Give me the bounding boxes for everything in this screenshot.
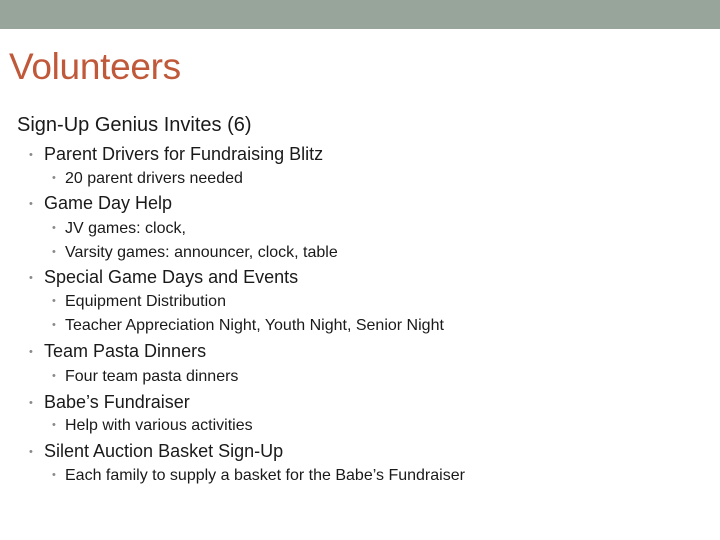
bullet-item-label: Silent Auction Basket Sign-Up <box>44 441 284 461</box>
sub-bullet-label: 20 parent drivers needed <box>65 170 243 187</box>
sub-bullet-label: JV games: clock, <box>65 220 186 237</box>
bullet-icon: • <box>52 172 56 184</box>
bullet-icon: • <box>29 397 33 409</box>
bullet-icon: • <box>52 319 56 331</box>
bullet-icon: • <box>52 222 56 234</box>
sub-bullet-item <box>52 242 338 263</box>
bullet-item <box>29 440 283 463</box>
bullet-icon: • <box>29 198 33 210</box>
sub-bullet-item <box>52 465 465 486</box>
bullet-item <box>29 391 190 414</box>
bullet-icon: • <box>52 419 56 431</box>
sub-bullet-label: Equipment Distribution <box>65 293 226 310</box>
bullet-item-label: Parent Drivers for Fundraising Blitz <box>44 144 324 164</box>
sub-bullet-label: Each family to supply a basket for the Babe’s Fundraiser <box>65 467 465 484</box>
sub-bullet-label: Help with various activities <box>65 417 253 434</box>
bullet-item-label: Babe’s Fundraiser <box>44 392 190 412</box>
bullet-item <box>29 192 172 215</box>
bullet-icon: • <box>29 149 33 161</box>
bullet-icon: • <box>29 446 33 458</box>
sub-bullet-item <box>52 366 238 387</box>
sub-bullet-item <box>52 315 444 336</box>
sub-bullet-item <box>52 291 226 312</box>
bullet-item-label: Special Game Days and Events <box>44 267 299 287</box>
sub-bullet-label: Four team pasta dinners <box>65 368 239 385</box>
bullet-icon: • <box>52 469 56 481</box>
sub-bullet-item <box>52 168 243 189</box>
bullet-icon: • <box>29 346 33 358</box>
bullet-icon: • <box>29 272 33 284</box>
bullet-icon: • <box>52 295 56 307</box>
bullet-item-label: Team Pasta Dinners <box>44 341 207 361</box>
bullet-icon: • <box>52 370 56 382</box>
slide-title: Volunteers <box>9 46 181 87</box>
sub-bullet-label: Varsity games: announcer, clock, table <box>65 244 338 261</box>
bullet-item-label: Game Day Help <box>44 193 173 213</box>
sub-bullet-item <box>52 218 186 239</box>
bullet-item <box>29 266 298 289</box>
sub-bullet-item <box>52 415 253 436</box>
bullet-icon: • <box>52 246 56 258</box>
sub-bullet-label: Teacher Appreciation Night, Youth Night, Senior Night <box>65 317 444 334</box>
bullet-item <box>29 143 323 166</box>
section-heading: Sign-Up Genius Invites (6) <box>17 114 252 136</box>
bullet-item <box>29 340 206 363</box>
